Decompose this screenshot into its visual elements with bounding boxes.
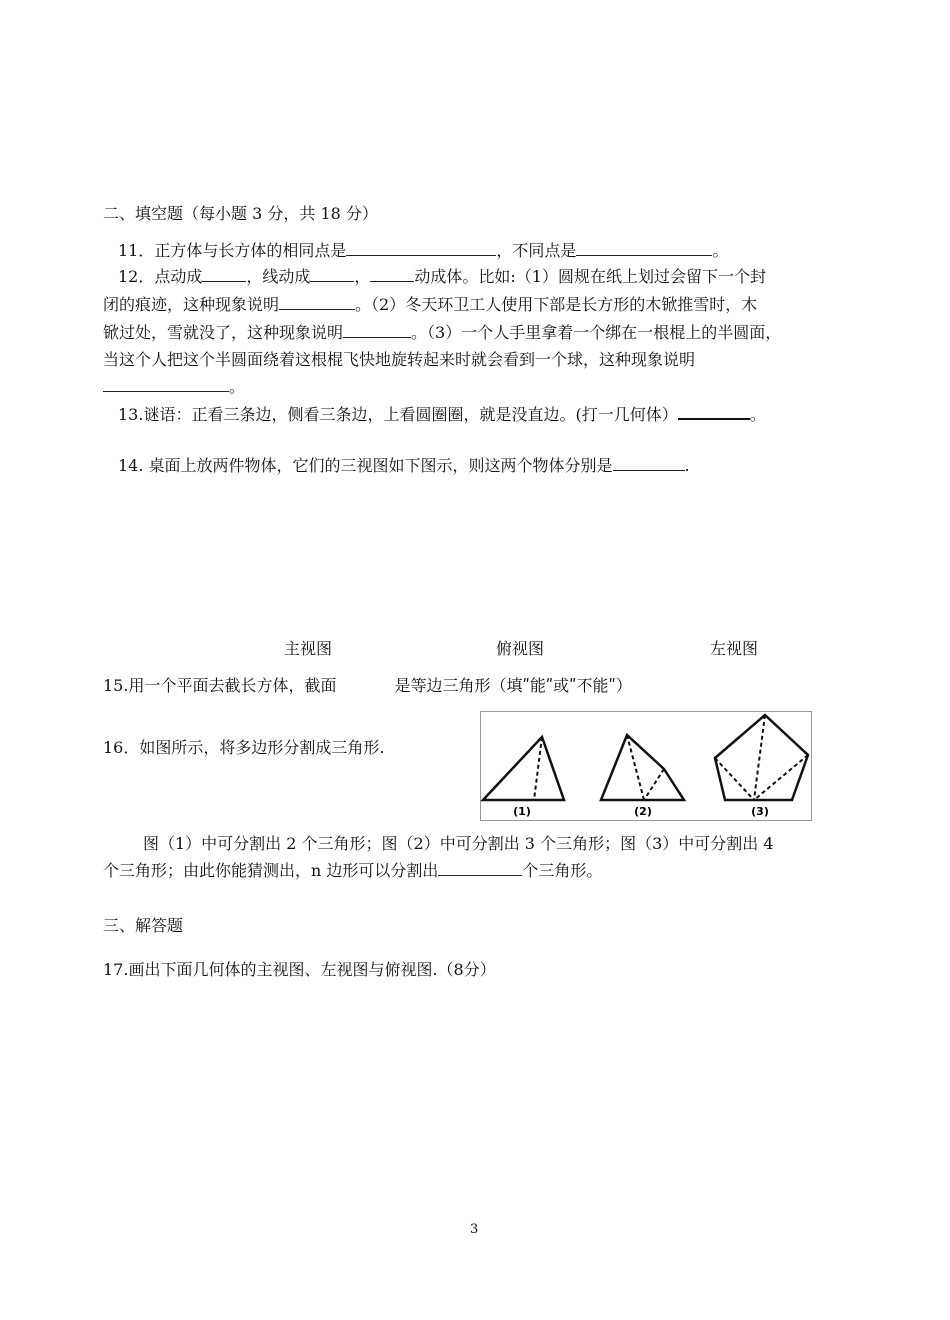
q12-text-1b: ，线动成 (246, 267, 311, 286)
q12-blank-ex3[interactable] (103, 376, 229, 392)
q12-text-3b: 。（3）一个人手里拿着一个绑在一根棍上的半圆面， (411, 323, 782, 342)
q11-blank-1[interactable] (346, 240, 496, 256)
q16-text-2a: 个三角形；由此你能猜测出，n 边形可以分割出 (103, 861, 439, 880)
q16-text-2b: 个三角形。 (522, 861, 603, 880)
question-16-line-2 (103, 860, 602, 881)
question-12-line-3 (103, 322, 781, 343)
q15-text-2: 是等边三角形（填ʺ能ʺ或ʺ不能ʺ） (394, 676, 632, 695)
q12-text-1d: 动成体。比如:（1）圆规在纸上划过会留下一个封 (414, 267, 766, 286)
q14-text: 14. 桌面上放两件物体，它们的三视图如下图示，则这两个物体分别是 (118, 456, 613, 475)
q16-blank[interactable] (438, 860, 522, 876)
question-12-line-1 (118, 266, 766, 287)
q13-blank[interactable] (678, 403, 750, 420)
question-12-line-5 (103, 376, 245, 397)
q12-blank-surface[interactable] (370, 266, 414, 282)
q12-text-3a: 锨过处，雪就没了，这种现象说明 (103, 323, 344, 342)
q11-text-1: 11．正方体与长方体的相同点是 (118, 241, 347, 260)
q11-text-3: 。 (712, 241, 729, 260)
polygon-division-figure (480, 711, 812, 821)
q12-text-1a: 12．点动成 (118, 267, 203, 286)
q12-blank-point[interactable] (202, 266, 246, 282)
section-heading-solve: 三、解答题 (103, 916, 184, 935)
q14-blank[interactable] (613, 455, 685, 471)
question-14 (118, 455, 690, 476)
q12-blank-line[interactable] (310, 266, 354, 282)
question-16-intro: 16．如图所示，将多边形分割成三角形. (103, 738, 385, 757)
question-13 (118, 403, 766, 425)
caption-left-view: 左视图 (710, 639, 759, 658)
q12-blank-ex2[interactable] (343, 322, 411, 338)
caption-front-view: 主视图 (284, 639, 333, 658)
q14-end: . (684, 456, 690, 475)
question-15 (103, 676, 632, 696)
question-17: 17.画出下面几何体的主视图、左视图与俯视图.（8分） (103, 960, 496, 979)
q15-text-1: 15.用一个平面去截长方体，截面 (103, 676, 337, 695)
question-11 (118, 240, 728, 261)
figure-label-3: (3) (751, 805, 769, 818)
q12-blank-ex1[interactable] (279, 294, 355, 310)
q11-blank-2[interactable] (576, 240, 712, 256)
q12-text-1c: ， (354, 267, 371, 286)
q12-text-5b: 。 (229, 377, 246, 396)
q13-text: 13.谜语：正看三条边，侧看三条边，上看圆圈圈，就是没直边。(打一几何体） (118, 405, 678, 424)
q13-end: 。 (749, 405, 766, 424)
page-number: 3 (470, 1222, 479, 1237)
figure-label-2: (2) (634, 805, 652, 818)
caption-top-view: 俯视图 (496, 639, 545, 658)
q12-text-2b: 。（2）冬天环卫工人使用下部是长方形的木锨推雪时，木 (355, 295, 758, 314)
figure-label-1: (1) (513, 805, 531, 818)
q12-text-2a: 闭的痕迹，这种现象说明 (103, 295, 280, 314)
section-heading-fill-in: 二、填空题（每小题 3 分，共 18 分） (103, 204, 378, 223)
question-16-line-1: 图（1）中可分割出 2 个三角形；图（2）中可分割出 3 个三角形；图（3）中可分割出 4 (143, 834, 774, 853)
q11-text-2: ，不同点是 (496, 241, 577, 260)
question-12-line-4: 当这个人把这个半圆面绕着这根棍飞快地旋转起来时就会看到一个球，这种现象说明 (103, 350, 696, 369)
question-12-line-2 (103, 294, 757, 315)
